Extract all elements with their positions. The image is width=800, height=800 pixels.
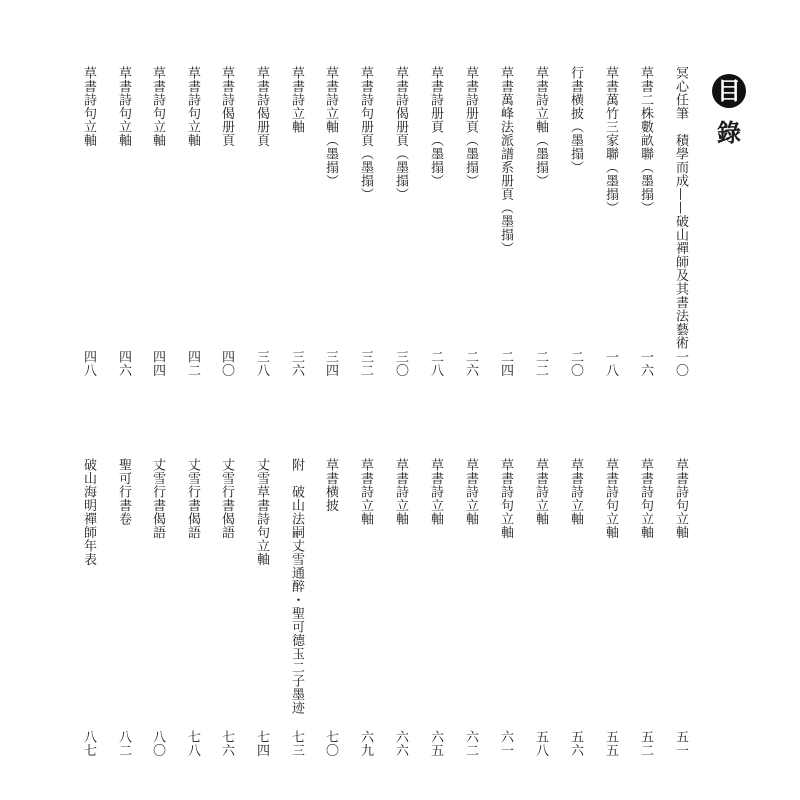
bottom-entry-title: 草書詩立軸 — [358, 458, 373, 526]
bottom-entry-title: 草書詩立軸 — [428, 458, 443, 526]
bottom-entry-title: 草書詩句立軸 — [673, 458, 688, 539]
top-entry-title: 草書詩句立軸 — [116, 66, 131, 147]
top-entry-title: 草書萬竹三家聯（墨搨） — [603, 66, 618, 215]
top-entry-page: 二〇 — [568, 350, 583, 377]
top-entry-page: 二八 — [428, 350, 443, 377]
bottom-entry-title: 丈雪行書偈語 — [219, 458, 234, 539]
top-entry-title: 草書詩立軸（墨搨） — [323, 66, 338, 188]
toc-heading — [712, 74, 752, 150]
bottom-entry-page: 五五 — [603, 730, 618, 757]
bottom-entry-title: 丈雪行書偈語 — [185, 458, 200, 539]
top-entry-page: 三四 — [323, 350, 338, 377]
bottom-entry-page: 八二 — [116, 730, 131, 757]
bottom-entry-page: 七〇 — [323, 730, 338, 757]
bottom-entry-page: 五六 — [568, 730, 583, 757]
bottom-entry-page: 七三 — [289, 730, 304, 757]
bottom-entry-page: 八〇 — [150, 730, 165, 757]
top-entry-title: 冥心任筆 積學而成——破山禪師及其書法藝術 — [673, 66, 688, 350]
bottom-entry-title: 丈雪草書詩句立軸 — [254, 458, 269, 566]
heading-mark: 目 — [712, 74, 746, 108]
top-entry-title: 草書萬峰法派譜系册頁（墨搨） — [498, 66, 513, 255]
bottom-entry-page: 五一 — [673, 730, 688, 757]
bottom-entry-title: 附 破山法嗣丈雪通醉・聖可德玉二子墨迹 — [289, 458, 304, 715]
top-entry-page: 四六 — [116, 350, 131, 377]
top-entry-title: 草書詩句立軸 — [81, 66, 96, 147]
bottom-entry-title: 草書詩立軸 — [463, 458, 478, 526]
bottom-entry-page: 七八 — [185, 730, 200, 757]
top-entry-page: 四四 — [150, 350, 165, 377]
bottom-entry-title: 草書横披 — [323, 458, 338, 512]
bottom-entry-title: 聖可行書卷 — [116, 458, 131, 526]
top-entry-page: 四〇 — [219, 350, 234, 377]
top-entry-title: 草書詩句册頁（墨搨） — [358, 66, 373, 201]
top-entry-page: 四二 — [185, 350, 200, 377]
top-entry-page: 一〇 — [673, 350, 688, 377]
bottom-entry-title: 草書詩立軸 — [533, 458, 548, 526]
bottom-entry-title: 草書詩立軸 — [393, 458, 408, 526]
top-entry-title: 草書二株數畝聯（墨搨） — [638, 66, 653, 215]
top-entry-title: 草書詩偈册頁（墨搨） — [393, 66, 408, 201]
top-entry-page: 一六 — [638, 350, 653, 377]
bottom-entry-title: 丈雪行書偈語 — [150, 458, 165, 539]
bottom-entry-page: 六二 — [463, 730, 478, 757]
top-entry-title: 草書詩立軸（墨搨） — [533, 66, 548, 188]
bottom-entry-page: 五二 — [638, 730, 653, 757]
top-entry-title: 草書詩册頁（墨搨） — [428, 66, 443, 188]
bottom-entry-page: 七六 — [219, 730, 234, 757]
bottom-entry-page: 五八 — [533, 730, 548, 757]
top-entry-page: 三六 — [289, 350, 304, 377]
top-entry-title: 草書詩册頁（墨搨） — [463, 66, 478, 188]
bottom-entry-page: 六九 — [358, 730, 373, 757]
bottom-entry-title: 草書詩句立軸 — [638, 458, 653, 539]
top-entry-title: 草書詩偈册頁 — [219, 66, 234, 147]
top-entry-page: 一八 — [603, 350, 618, 377]
bottom-entry-title: 破山海明禪師年表 — [81, 458, 96, 566]
top-entry-page: 二二 — [533, 350, 548, 377]
bottom-entry-title: 草書詩句立軸 — [498, 458, 513, 539]
bottom-entry-title: 草書詩句立軸 — [603, 458, 618, 539]
bottom-entry-page: 六六 — [393, 730, 408, 757]
top-entry-page: 二六 — [463, 350, 478, 377]
bottom-entry-page: 七四 — [254, 730, 269, 757]
top-entry-page: 三二 — [358, 350, 373, 377]
top-entry-page: 二四 — [498, 350, 513, 377]
top-entry-page: 四八 — [81, 350, 96, 377]
top-entry-title: 草書詩句立軸 — [185, 66, 200, 147]
top-entry-title: 行書横披（墨搨） — [568, 66, 583, 174]
bottom-entry-page: 六五 — [428, 730, 443, 757]
top-entry-title: 草書詩偈册頁 — [254, 66, 269, 147]
top-entry-page: 三八 — [254, 350, 269, 377]
top-entry-title: 草書詩立軸 — [289, 66, 304, 134]
top-entry-title: 草書詩句立軸 — [150, 66, 165, 147]
bottom-entry-page: 六一 — [498, 730, 513, 757]
bottom-entry-title: 草書詩立軸 — [568, 458, 583, 526]
heading-text: 錄 — [717, 118, 741, 147]
top-entry-page: 三〇 — [393, 350, 408, 377]
bottom-entry-page: 八七 — [81, 730, 96, 757]
